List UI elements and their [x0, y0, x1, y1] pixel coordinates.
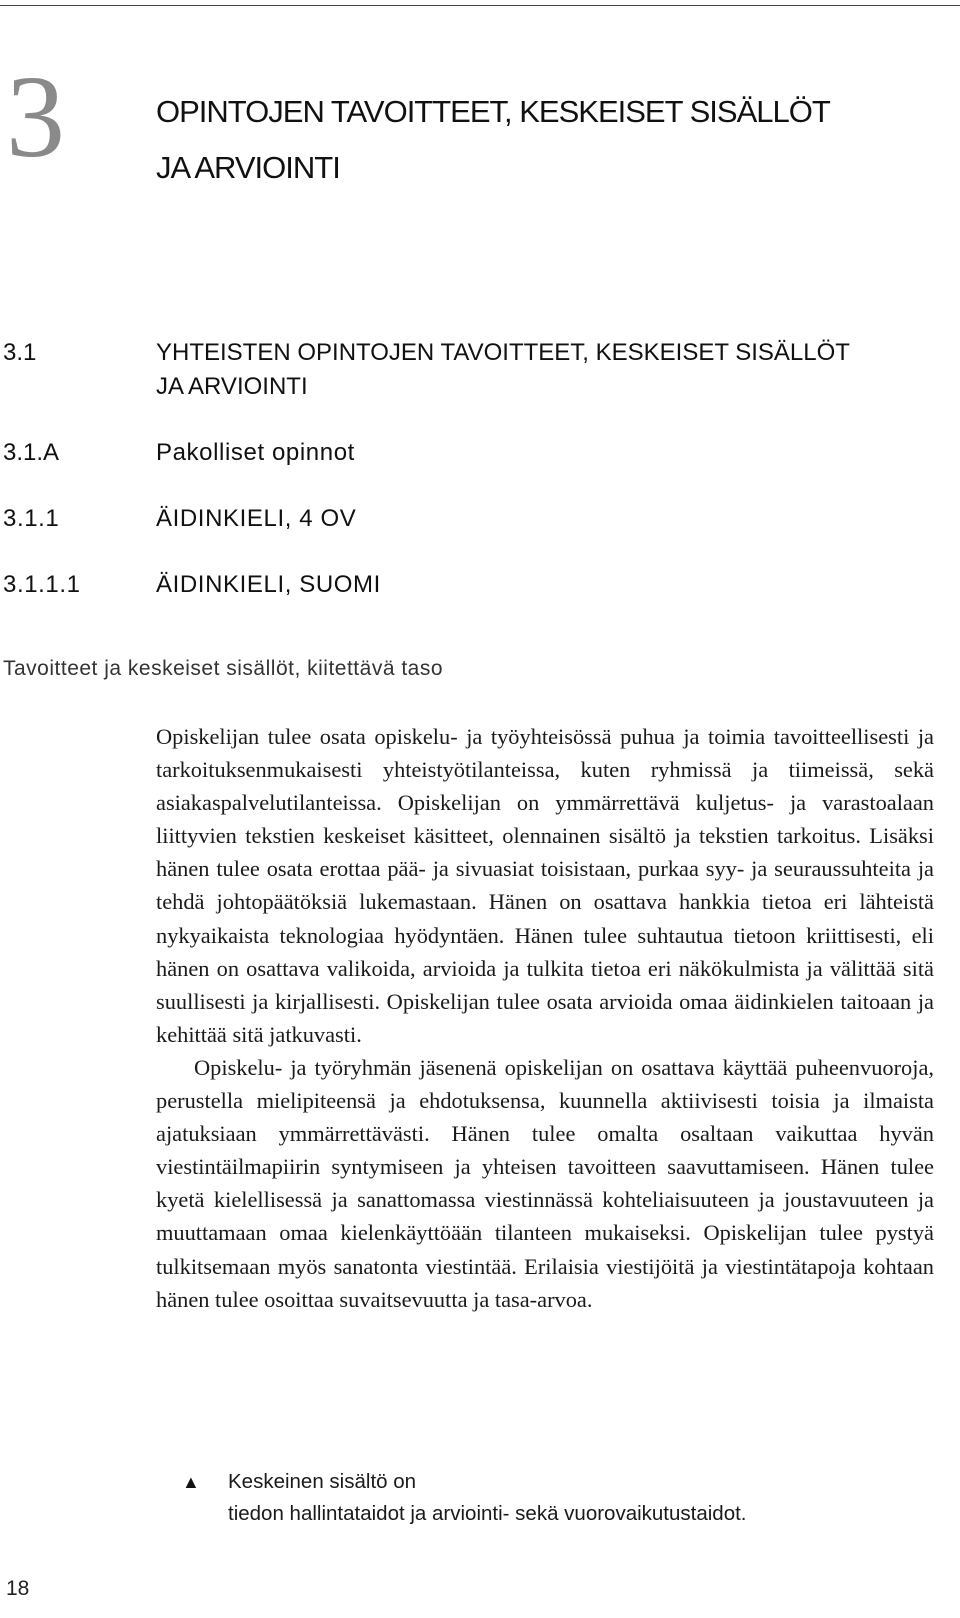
chapter-title	[156, 84, 916, 196]
section-title-line: JA ARVIOINTI	[156, 373, 308, 400]
triangle-up-icon: ▲	[182, 1472, 200, 1492]
chapter-title-line: OPINTOJEN TAVOITTEET, KESKEISET SISÄLLÖT	[156, 94, 830, 129]
body-paragraph: Opiskelijan tulee osata opiskelu- ja työyhteisössä puhua ja toimia tavoitteellisesti ja tarkoituksenmukaisesti yhteistyötilanteissa, kuten ryhmissä ja tiimeissä, sekä asiakaspalvelutilanteissa. Opiskelijan on ymmärrettävä kuljetus- ja varastoalaan liittyvien tekstien keskeiset käsitteet, olennainen sisältö ja tekstien tarkoitus. Lisäksi hänen tulee osata erottaa pää- ja sivuasiat toisistaan, purkaa syy- ja seuraussuhteita ja tehdä johtopäätöksiä lukemastaan. Hänen on osattava hankkia tietoa eri lähteistä nykyaikaista teknologiaa hyödyntäen. Hänen tulee suhtautua tietoon kriittisesti, eli hänen on osattava valikoida, arvioida ja tulkita tietoa eri näkökulmista ja välittää sitä suullisesti ja kirjallisesti. Opiskelijan tulee osata arvioida omaa äidinkielen taitoaan ja kehittää sitä jatkuvasti.	[156, 724, 934, 1047]
section-title-line: YHTEISTEN OPINTOJEN TAVOITTEET, KESKEISET SISÄLLÖT	[156, 339, 850, 366]
section-title-line: ÄIDINKIELI, SUOMI	[156, 571, 381, 598]
section-number: 3.1.1.1	[3, 571, 81, 598]
top-rule	[0, 5, 960, 6]
section-number: 3.1	[3, 339, 37, 366]
subheading: Tavoitteet ja keskeiset sisällöt, kiitettävä taso	[3, 657, 444, 680]
chapter-title-line: JA ARVIOINTI	[156, 150, 340, 185]
chapter-number: 3	[6, 51, 65, 182]
page-number: 18	[6, 1577, 30, 1600]
section-number: 3.1.A	[3, 439, 60, 466]
body-paragraph: Opiskelu- ja työryhmän jäsenenä opiskelijan on osattava käyttää puheenvuoroja, perustella mielipiteensä ja ehdotuksensa, kuunnella aktiivisesti toisia ja ilmaista ajatuksiaan ymmärrettävästi. Hänen tulee omalta osaltaan vaikuttaa hyvän viestintäilmapiirin syntymiseen ja yhteisen tavoitteen saavuttamiseen. Hänen tulee kyetä kielellisessä ja sanattomassa viestinnässä kohteliaisuuteen ja joustavuuteen ja muuttamaan omaa kielenkäyttöään tilanteen mukaiseksi. Opiskelijan tulee pystyä tulkitsemaan myös sanatonta viestintää. Erilaisia viestijöitä ja viestintätapoja kohtaan hänen tulee osoittaa suvaitsevuutta ja tasa-arvoa.	[156, 1054, 934, 1312]
section-title-line: Pakolliset opinnot	[156, 439, 355, 466]
section-title	[156, 336, 936, 404]
section-title-line: ÄIDINKIELI, 4 OV	[156, 505, 357, 532]
section-title	[156, 568, 936, 602]
section-title	[156, 436, 936, 470]
key-content-line: Keskeinen sisältö on	[228, 1470, 417, 1493]
key-content-line: tiedon hallintataidot ja arviointi- sekä vuorovaikutustaidot.	[228, 1502, 747, 1525]
section-title	[156, 502, 936, 536]
section-number: 3.1.1	[3, 505, 60, 532]
body-text	[156, 720, 934, 1316]
